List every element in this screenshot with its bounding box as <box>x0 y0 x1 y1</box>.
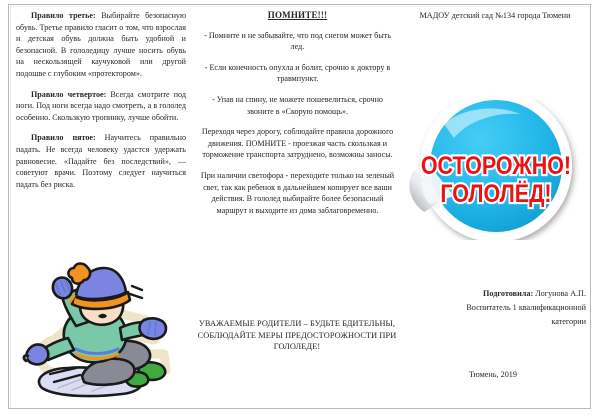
rule-paragraph-three <box>16 10 186 80</box>
position-line-2: категории <box>551 317 586 326</box>
mitten-lower-left <box>27 345 49 365</box>
credits-block <box>400 287 586 329</box>
prepared-by-label: Подготовила: <box>482 289 534 298</box>
rule-three-label: Правило третье: <box>31 11 96 20</box>
hat-pompom <box>68 264 90 284</box>
rule-three-text: Выбирайте безопасную обувь. Третье правило гласит о том, что взрослая и детская обувь должна быть удобной и безопасной. В гололедицу лучше носить обувь на нескользящей каучуковой или другой подошве с глубоким «протектором». <box>16 11 187 78</box>
remember-heading: ПОМНИТЕ!!! <box>267 10 328 20</box>
prepared-by-line <box>400 287 586 301</box>
remember-column <box>200 10 395 225</box>
sticker-line-1: ОСТОРОЖНО! <box>420 151 572 180</box>
rule-paragraph-four <box>16 89 186 124</box>
parents-appeal-text: УВАЖАЕМЫЕ РОДИТЕЛИ – БУДЬТЕ БДИТЕЛЬНЫ, СОБЛЮДАЙТЕ МЕРЫ ПРЕДОСТОРОЖНОСТИ ПРИ ГОЛОЛЕДЕ! <box>197 319 397 352</box>
remember-item-1: - Помните и не забывайте, что под снегом может быть лед. <box>204 30 391 52</box>
rule-five-label: Правило пятое: <box>31 133 96 143</box>
road-safety-paragraph: Переходя через дорогу, соблюдайте правила дорожного движения. ПОМНИТЕ - проезжая часть скользкая и торможение транспорта затруднено, возможны заносы. <box>201 127 394 160</box>
rule-four-label: Правило четвертое: <box>31 89 107 99</box>
prepared-by-name: Логунова А.П. <box>533 289 586 298</box>
traffic-light-paragraph: При наличии светофора - переходите только на зеленый свет, так как ребенок в дальнейшем копирует все ваши действия. В гололед выбирайте более безопасный маршрут и выходите из дома заблаговременно. <box>200 170 395 215</box>
institution-title: МАДОУ детский сад №134 города Тюмени <box>419 11 571 20</box>
mitten-right <box>140 318 167 338</box>
remember-item-3: - Упав на спину, не можете пошевелиться, срочно звоните в «Скорую помощь». <box>212 94 383 116</box>
rule-four-text: Всегда смотрите под ноги. Под ноги всегда надо смотреть, а в гололед особенно. Скользкую тропинку, лучше обойти. <box>16 89 186 122</box>
child-slipping-on-ice-illustration <box>14 262 174 402</box>
rule-five-text: Научитесь правильно падать. Не всегда человеку удастся удержать равновесие. «Падайте без последствий», — советуют врачи. Поэтому следует научиться падать без риска. <box>16 133 186 189</box>
position-line-1: Воспитатель 1 квалификационной <box>466 303 586 312</box>
rule-paragraph-five <box>16 132 186 190</box>
city-and-year: Тюмень, 2019 <box>468 370 517 379</box>
rules-column <box>16 10 186 190</box>
sticker-line-2: ГОЛОЛЁД! <box>440 179 552 208</box>
caution-ice-sticker <box>400 100 592 240</box>
remember-item-2: - Если конечность опухла и болит, срочно к доктору в травмпункт. <box>204 62 391 84</box>
